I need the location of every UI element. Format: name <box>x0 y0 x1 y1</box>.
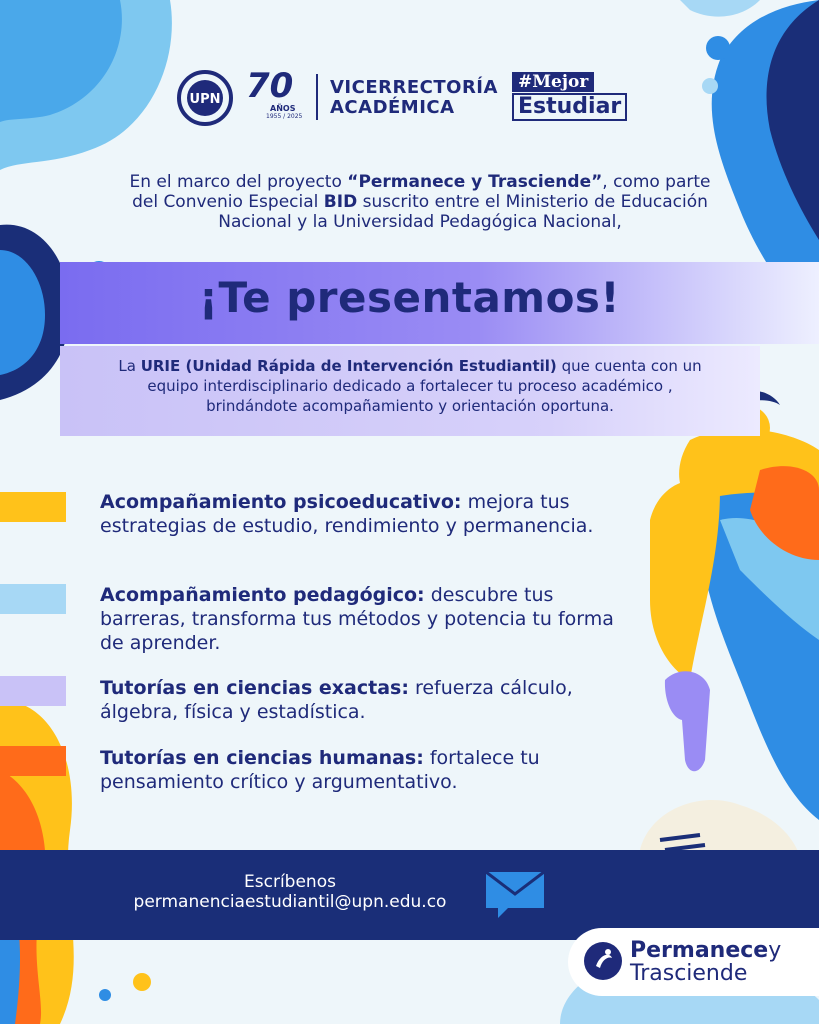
anniversary-label: AÑOS <box>270 104 296 113</box>
service-desc: refuerza cálculo, álgebra, física y estadística. <box>100 677 573 723</box>
service-desc: fortalece tu pensamiento crítico y argumentativo. <box>100 747 540 793</box>
brand-line1: Permanece <box>630 938 769 963</box>
header-divider <box>316 74 318 120</box>
contact-email-link[interactable]: permanenciaestudiantil@upn.edu.co <box>133 892 447 912</box>
brand-line1-suffix: y <box>768 938 782 963</box>
intro-bid: BID <box>323 192 358 212</box>
upn-logo-text: UPN <box>189 92 221 107</box>
accent-bar-lavender <box>0 676 66 706</box>
contact-block <box>110 872 470 912</box>
service-title: Tutorías en ciencias humanas: <box>100 747 424 769</box>
urie-prefix: La <box>118 357 141 375</box>
brand-text <box>630 940 781 986</box>
service-item <box>100 583 620 655</box>
upn-logo <box>177 70 233 126</box>
intro-part1: En el marco del proyecto <box>129 172 348 192</box>
vicerrectoria-line2: ACADÉMICA <box>330 97 455 118</box>
service-item <box>100 490 620 538</box>
vicerrectoria-line1: VICERRECTORÍA <box>330 77 498 98</box>
urie-rest: que cuenta con un equipo interdisciplinario dedicado a fortalecer tu proceso académico , brindándote acompañamiento y orientación oportuna. <box>147 357 702 415</box>
accent-bar-orange <box>0 746 66 776</box>
service-item <box>100 746 620 794</box>
urie-name: URIE (Unidad Rápida de Intervención Estudiantil) <box>140 357 557 375</box>
vicerrectoria-title <box>330 78 498 118</box>
brand-logo-icon <box>582 940 624 982</box>
service-item <box>100 676 620 724</box>
intro-part3: suscrito entre el Ministerio de Educación Nacional y la Universidad Pedagógica Nacional, <box>218 192 708 232</box>
service-title: Acompañamiento pedagógico: <box>100 584 425 606</box>
anniversary-number: 70 <box>246 66 294 106</box>
upn-logo-icon <box>177 70 233 126</box>
intro-project-name: “Permanece y Trasciende” <box>347 172 603 192</box>
hashtag-line2: Estudiar <box>512 93 627 121</box>
urie-description <box>110 356 710 416</box>
brand-line2: Trasciende <box>630 961 748 986</box>
intro-paragraph <box>120 172 720 232</box>
service-desc: mejora tus estrategias de estudio, rendimiento y permanencia. <box>100 491 594 537</box>
banner-title: ¡Te presentamos! <box>198 273 621 322</box>
service-desc: descubre tus barreras, transforma tus métodos y potencia tu forma de aprender. <box>100 584 614 654</box>
anniversary-years: 1955 / 2025 <box>266 113 303 120</box>
service-title: Acompañamiento psicoeducativo: <box>100 491 462 513</box>
accent-bar-light-blue <box>0 584 66 614</box>
hashtag-line1: #Mejor <box>512 72 594 92</box>
service-title: Tutorías en ciencias exactas: <box>100 677 409 699</box>
mejor-estudiar-logo <box>512 72 642 122</box>
envelope-icon[interactable] <box>484 868 546 920</box>
contact-label: Escríbenos <box>244 872 336 892</box>
accent-bar-yellow <box>0 492 66 522</box>
intro-part2: , como parte del Convenio Especial <box>132 172 711 212</box>
anniversary-logo <box>246 68 306 128</box>
